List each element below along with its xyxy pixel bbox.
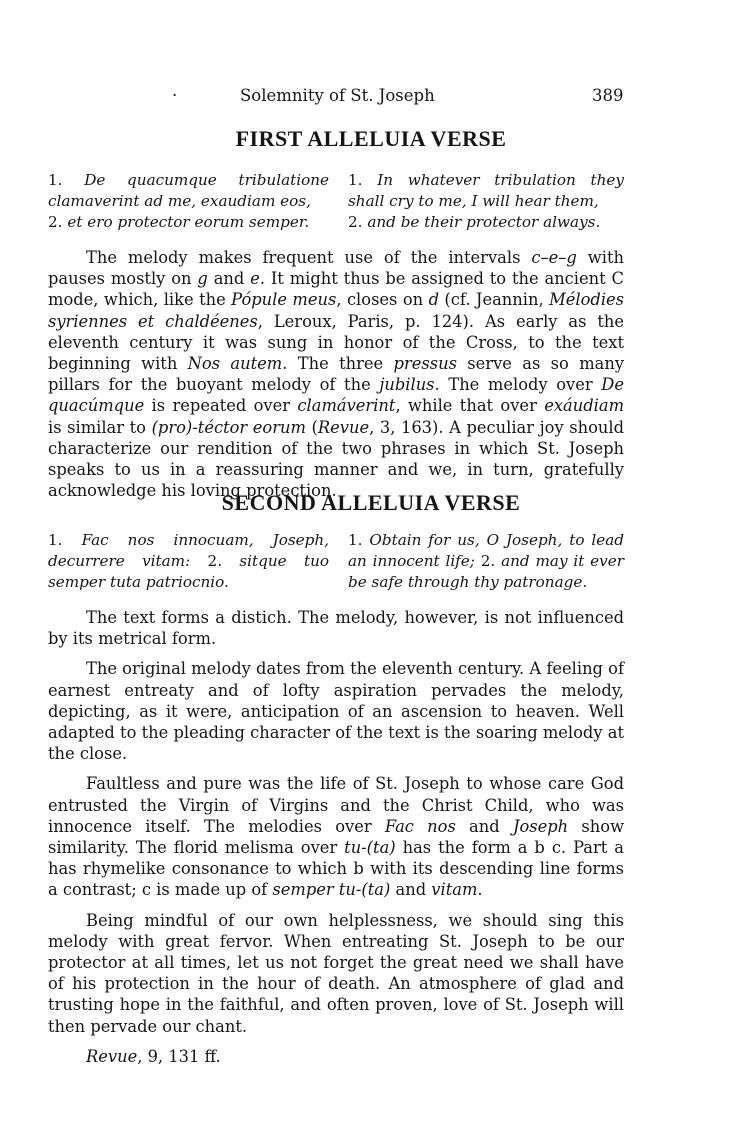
latin-verse-line: Fac nos innocuam, Joseph, decurrere vitam:	[48, 531, 330, 570]
paragraph: The melody makes frequent use of the intervals c–e–g with pauses mostly on g and e. It might thus be assigned to the ancient C mode, which, like the Pópule meus, closes on d (cf. Jeannin, Mélodies syriennes et chaldéenes, Leroux, Paris, p. 124). As early as the eleventh century it was sung in honor of the Cross, to the text beginning with Nos autem. The three pressus serve as so many pillars for the buoyant melody of the jubilus. The melody over De quacúmque is repeated over clamáverint, while that over exáudiam is similar to (pro)-téctor eorum (Revue, 3, 163). A peculiar joy should characterize our rendition of the two phrases in which St. Joseph speaks to us in a reassuring manner and we, in turn, gratefully acknowledge his loving protection.	[48, 248, 625, 501]
page-number: 389	[592, 86, 624, 105]
english-verse-line: and be their protector always.	[367, 213, 601, 231]
second-alleluia-heading: SECOND ALLELUIA VERSE	[221, 490, 521, 515]
first-commentary	[48, 247, 624, 510]
header-dot: ·	[172, 86, 178, 105]
paragraph: Being mindful of our own helplessness, we should sing this melody with great fervor. When entreating St. Joseph to be our protector at all times, let us not forget the great need we shall have of his protection in the hour of death. An atmosphere of glad and trusting hope in the faithful, and often proven, love of St. Joseph will then pervade our chant.	[48, 910, 624, 1036]
latin-verse-line: sitque tuo semper tuta patriocnio.	[48, 552, 330, 591]
english-verse-line: Obtain for us, O Joseph, to lead an innocent life;	[348, 531, 624, 570]
paragraph: The original melody dates from the eleventh century. A feeling of earnest entreaty and of lofty aspiration pervades the melody, depicting, as it were, anticipation of an ascension to heaven. Well adapted to the pleading character of the text is the soaring melody at the close.	[48, 659, 624, 764]
verse-number: 1.	[48, 171, 63, 189]
source-citation: Revue, 9, 131 ff.	[86, 1046, 221, 1066]
first-alleluia-heading: FIRST ALLELUIA VERSE	[235, 126, 507, 151]
second-verse-block	[48, 530, 628, 596]
english-verse-line: and may it ever be safe through thy patronage.	[348, 552, 624, 591]
latin-verse-line: De quacumque tribulatione clamaverint ad me, exaudiam eos,	[48, 171, 329, 210]
verse-number: 2.	[48, 213, 63, 231]
english-verse	[348, 170, 624, 233]
paragraph: Faultless and pure was the life of St. Joseph to whose care God entrusted the Virgin of Virgins and the Christ Child, who was innocence itself. The melodies over Fac nos and Joseph show similarity. The florid melisma over tu-(ta) has the form a b c. Part a has rhymelike consonance to which b with its descending line forms a contrast; c is made up of semper tu-(ta) and vitam.	[48, 774, 624, 900]
latin-verse	[48, 170, 329, 233]
verse-number: 1.	[48, 531, 63, 549]
latin-verse	[48, 530, 329, 593]
verse-number: 2.	[207, 552, 223, 570]
running-title: Solemnity of St. Joseph	[240, 86, 435, 105]
english-verse-line: In whatever tribulation they shall cry to me, I will hear them,	[348, 171, 624, 210]
verse-number: 2.	[480, 552, 496, 570]
first-verse-block	[48, 170, 628, 236]
second-commentary	[48, 607, 624, 1076]
english-verse	[348, 530, 624, 593]
paragraph: The text forms a distich. The melody, however, is not influenced by its metrical form.	[48, 608, 624, 649]
verse-number: 2.	[348, 213, 363, 231]
latin-verse-line: et ero protector eorum semper.	[67, 213, 310, 231]
verse-number: 1.	[348, 531, 363, 549]
verse-number: 1.	[348, 171, 363, 189]
